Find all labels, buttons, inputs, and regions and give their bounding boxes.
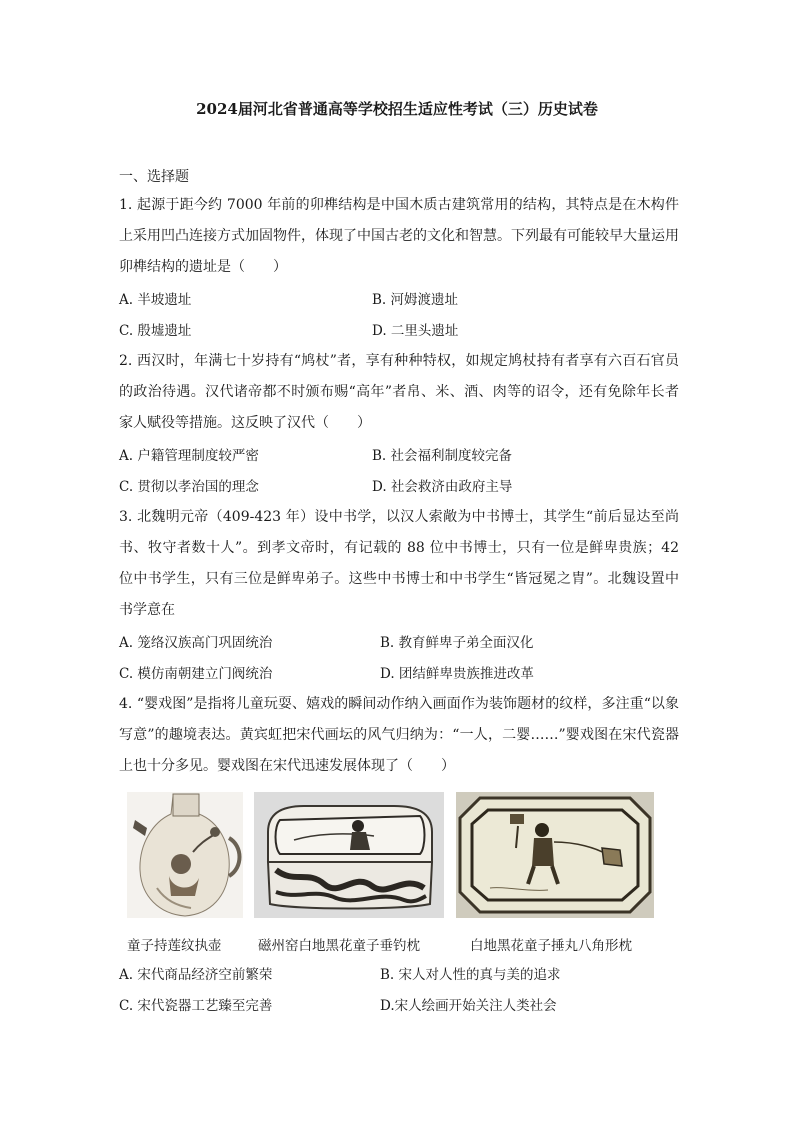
q1-option-b: B. 河姆渡遗址: [372, 292, 459, 308]
q3-option-a: A. 笼络汉族高门巩固统治: [119, 635, 273, 651]
q3-option-b: B. 教育鲜卑子弟全面汉化: [380, 635, 534, 651]
q4-option-b: B. 宋人对人性的真与美的追求: [380, 967, 561, 983]
pillow-fishing-image: [254, 792, 444, 918]
q2-option-c: C. 贯彻以孝治国的理念: [119, 479, 259, 495]
q2-option-a: A. 户籍管理制度较严密: [119, 448, 259, 464]
exam-title: 2024届河北省普通高等学校招生适应性考试（三）历史试卷: [196, 100, 598, 118]
q4-option-d: D.宋人绘画开始关注人类社会: [380, 998, 557, 1014]
figure-2-caption: 磁州窑白地黑花童子垂钓枕: [258, 938, 420, 954]
figure-3-caption: 白地黑花童子捶丸八角形枕: [470, 938, 632, 954]
q2-option-b: B. 社会福利制度较完备: [372, 448, 513, 464]
q3-option-c: C. 模仿南朝建立门阀统治: [119, 666, 273, 682]
figure-1-caption: 童子持莲纹执壶: [127, 938, 222, 954]
section-heading: 一、选择题: [119, 169, 189, 185]
question-3-stem: 3. 北魏明元帝（409-423 年）设中书学，以汉人索敞为中书博士，其学生“前后显达至尚书、牧守者数十人”。到孝文帝时，有记载的 88 位中书博士，只有一位是鲜卑贵族；42 位中书学生，只有三位是鲜卑弟子。这些中书博士和中书学生“皆冠冕之胄”。北魏设置中书学意在: [119, 509, 679, 618]
ewer-image: [127, 792, 243, 918]
q2-option-d: D. 社会救济由政府主导: [372, 479, 513, 495]
q3-option-d: D. 团结鲜卑贵族推进改革: [380, 666, 534, 682]
q1-option-d: D. 二里头遗址: [372, 323, 459, 339]
q1-option-c: C. 殷墟遗址: [119, 323, 192, 339]
question-1-stem: 1. 起源于距今约 7000 年前的卯榫结构是中国木质古建筑常用的结构，其特点是在木构件上采用凹凸连接方式加固物件，体现了中国古老的文化和智慧。下列最有可能较早大量运用卯榫结构的遗址是（ ）: [119, 197, 679, 275]
octagonal-pillow-image: [456, 792, 654, 918]
question-4-stem: 4. “婴戏图”是指将儿童玩耍、嬉戏的瞬间动作纳入画面作为装饰题材的纹样，多注重“以象写意”的趣境表达。黄宾虹把宋代画坛的风气归纳为：“一人，二婴……”婴戏图在宋代瓷器上也十分多见。婴戏图在宋代迅速发展体现了（ ）: [119, 696, 679, 774]
question-2-stem: 2. 西汉时，年满七十岁持有“鸠杖”者，享有种种特权，如规定鸠杖持有者享有六百石官员的政治待遇。汉代诸帝都不时颁布赐“高年”者帛、米、酒、肉等的诏令，还有免除年长者家人赋役等措施。这反映了汉代（ ）: [119, 353, 679, 431]
q4-option-c: C. 宋代瓷器工艺臻至完善: [119, 998, 273, 1014]
q4-option-a: A. 宋代商品经济空前繁荣: [119, 967, 273, 983]
q1-option-a: A. 半坡遗址: [119, 292, 192, 308]
